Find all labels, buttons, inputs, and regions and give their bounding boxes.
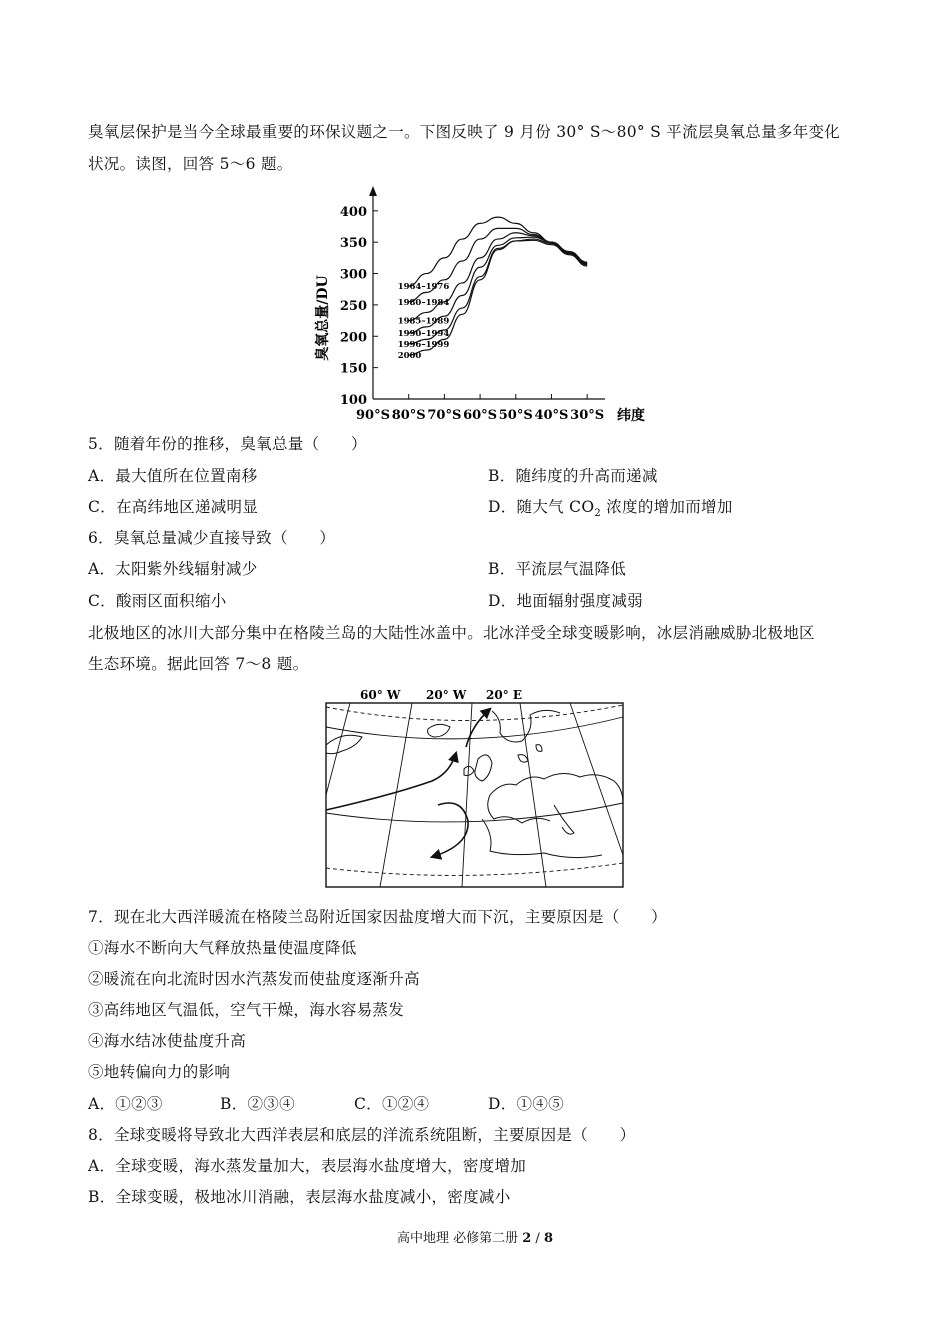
chart-y-tick-label: 200: [339, 330, 367, 346]
intro-paragraph-1-line-1: 臭氧层保护是当今全球最重要的环保议题之一。下图反映了 9 月份 30° S～80° S 平流层臭氧总量多年变化: [88, 123, 841, 141]
question-7-stem: 7．现在北大西洋暖流在格陵兰岛附近国家因盐度增大而下沉，主要原因是（ ）: [88, 908, 667, 926]
option-d-text-end: 浓度的增加而增加: [601, 498, 733, 516]
footer-page-number: 2: [522, 1231, 532, 1246]
question-8-stem: 8．全球变暖将导致北大西洋表层和底层的洋流系统阻断，主要原因是（ ）: [88, 1126, 636, 1144]
question-7-statement-3: ③高纬地区气温低，空气干燥，海水容易蒸发: [88, 1001, 405, 1019]
question-7-option-a[interactable]: A．①②③: [88, 1095, 163, 1113]
chart-series-label: 1985–1989: [397, 316, 450, 327]
chart-x-tick-label: 90°S: [356, 408, 390, 423]
chart-series-label: 1980–1984: [397, 297, 450, 308]
chart-x-tick-label: 40°S: [534, 408, 569, 423]
map-graticule: [326, 703, 623, 887]
question-8-option-b[interactable]: B．全球变暖，极地冰川消融，表层海水盐度减小，密度减小: [88, 1188, 511, 1206]
question-5-option-c[interactable]: C．在高纬地区递减明显: [88, 498, 259, 516]
question-6-option-b[interactable]: B．平流层气温降低: [488, 560, 627, 578]
page-footer: [0, 1227, 950, 1246]
question-5-option-b[interactable]: B．随纬度的升高而递减: [488, 467, 658, 485]
chart-y-tick-label: 400: [339, 204, 367, 220]
map-label-60w: 60° W: [360, 688, 401, 702]
question-5-stem: 5．随着年份的推移，臭氧总量（ ）: [88, 435, 367, 453]
north-atlantic-map: [322, 685, 627, 890]
chart-x-axis-label: 纬度: [617, 408, 645, 424]
chart-series-label: 2000: [397, 351, 422, 362]
chart-y-tick-label: 250: [339, 298, 367, 314]
chart-y-tick-label: 150: [339, 361, 367, 377]
chart-x-tick-label: 30°S: [570, 408, 605, 423]
question-6-option-a[interactable]: A．太阳紫外线辐射减少: [88, 560, 258, 578]
question-8-option-a[interactable]: A．全球变暖，海水蒸发量加大，表层海水盐度增大，密度增加: [88, 1157, 527, 1175]
ozone-chart: [305, 180, 645, 430]
question-7-option-d[interactable]: D．①④⑤: [488, 1095, 564, 1113]
intro-paragraph-2-line-2: 生态环境。据此回答 7～8 题。: [88, 655, 309, 673]
question-6-option-c[interactable]: C．酸雨区面积缩小: [88, 592, 227, 610]
chart-x-tick-label: 80°S: [391, 408, 426, 423]
question-7-option-c[interactable]: C．①②④: [354, 1095, 430, 1113]
question-7-statement-2: ②暖流在向北流时因水汽蒸发而使盐度逐渐升高: [88, 970, 420, 988]
map-label-20w: 20° W: [426, 688, 467, 702]
question-6-option-d[interactable]: D．地面辐射强度减弱: [488, 592, 643, 610]
chart-series-label: 1964–1976: [397, 282, 450, 293]
chart-series-labels: [398, 282, 450, 361]
footer-separator: /: [531, 1231, 544, 1246]
chart-y-tick-label: 350: [339, 236, 367, 252]
question-7-option-b[interactable]: B．②③④: [220, 1095, 295, 1113]
chart-series-label: 1996–1999: [397, 339, 450, 350]
map-label-20e: 20° E: [486, 688, 523, 702]
question-5-option-a[interactable]: A．最大值所在位置南移: [88, 467, 258, 485]
footer-page-total: 8: [543, 1231, 553, 1246]
footer-title: 高中地理 必修第二册: [396, 1231, 523, 1246]
chart-x-tick-label: 50°S: [498, 408, 533, 423]
question-7-statement-1: ①海水不断向大气释放热量使温度降低: [88, 939, 357, 957]
question-7-statement-4: ④海水结冰使盐度升高: [88, 1032, 247, 1050]
question-7-statement-5: ⑤地转偏向力的影响: [88, 1063, 231, 1081]
intro-paragraph-1-line-2: 状况。读图，回答 5～6 题。: [88, 155, 293, 173]
option-d-text-start: D．随大气 CO: [488, 498, 595, 516]
chart-y-axis-arrow: [369, 186, 377, 196]
chart-axes: [369, 186, 605, 399]
map-frame: [326, 703, 623, 887]
co2-subscript: 2: [594, 508, 601, 520]
chart-y-axis-label: 臭氧总量/DU: [315, 275, 331, 361]
chart-x-tick-label: 70°S: [427, 408, 462, 423]
chart-y-ticks: [340, 205, 378, 408]
chart-x-ticks: [356, 394, 604, 423]
question-6-stem: 6．臭氧总量减少直接导致（ ）: [88, 529, 336, 547]
map-coastlines: [326, 710, 623, 857]
intro-paragraph-2-line-1: 北极地区的冰川大部分集中在格陵兰岛的大陆性冰盖中。北冰洋受全球变暖影响，冰层消融威胁北极地区: [88, 624, 815, 642]
chart-x-tick-label: 60°S: [463, 408, 498, 423]
chart-series-line: [409, 217, 587, 286]
chart-series-label: 1990–1994: [397, 329, 450, 340]
chart-y-tick-label: 300: [339, 267, 367, 283]
chart-y-tick-label: 100: [339, 393, 367, 408]
question-5-option-d[interactable]: [488, 495, 733, 519]
